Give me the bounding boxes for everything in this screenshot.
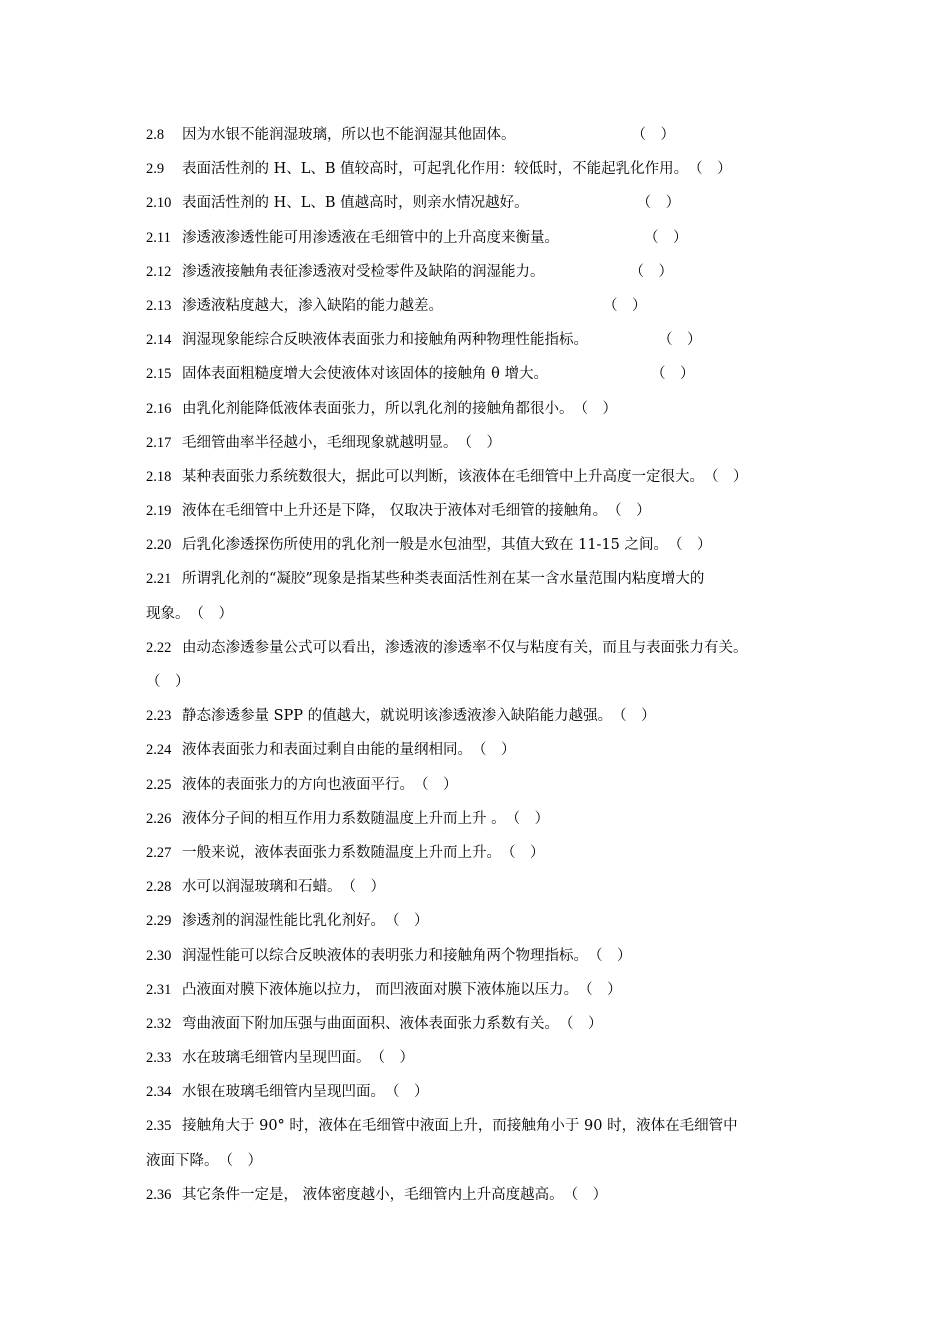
question-number: 2.23	[146, 708, 172, 725]
question-number: 2.22	[146, 639, 172, 656]
question-number: 2.18	[146, 468, 172, 485]
question-text: 某种表面张力系统数很大，据此可以判断，该液体在毛细管中上升高度一定很大。	[182, 468, 704, 485]
question-text: 静态渗透参量 SPP 的值越大，就说明该渗透液渗入缺陷能力越强。	[182, 708, 613, 725]
question-line	[146, 329, 836, 363]
question-line	[146, 1115, 836, 1149]
question-line	[146, 876, 836, 910]
answer-bracket[interactable]: （ ）	[385, 1084, 429, 1101]
question-text: 液体分子间的相互作用力系数随温度上升而上升 。	[182, 810, 506, 827]
question-text: 润湿性能可以综合反映液体的表明张力和接触角两个物理指标。	[182, 947, 588, 964]
question-text: 渗透液粘度越大，渗入缺陷的能力越差。	[182, 297, 443, 314]
question-line	[146, 192, 836, 226]
question-line	[146, 808, 836, 842]
question-text: 接触角大于 90° 时，液体在毛细管中液面上升，而接触角小于 90 时，液体在毛细管中	[182, 1118, 738, 1135]
question-line	[146, 910, 836, 944]
question-line	[146, 432, 836, 466]
question-line	[146, 1081, 836, 1115]
question-number: 2.20	[146, 537, 172, 554]
answer-bracket[interactable]: （ ）	[573, 400, 617, 417]
question-number: 2.25	[146, 776, 172, 793]
question-number: 2.9	[146, 161, 165, 178]
answer-bracket[interactable]: （ ）	[457, 434, 501, 451]
answer-bracket[interactable]: （ ）	[588, 947, 632, 964]
question-line	[146, 671, 836, 705]
question-text: 表面活性剂的 H、L、B 值越高时，则亲水情况越好。	[182, 195, 529, 212]
question-number: 2.21	[146, 571, 172, 588]
question-text: 液面下降。	[146, 1152, 219, 1169]
question-text: 现象。	[146, 605, 190, 622]
question-line	[146, 979, 836, 1013]
question-number: 2.15	[146, 366, 172, 383]
answer-bracket[interactable]: （ ）	[631, 127, 675, 143]
question-number: 2.28	[146, 879, 172, 896]
question-line	[146, 637, 836, 671]
question-line	[146, 1150, 836, 1184]
answer-bracket[interactable]: （ ）	[704, 468, 748, 485]
question-number: 2.11	[146, 229, 171, 246]
question-line	[146, 363, 836, 397]
question-line	[146, 945, 836, 979]
question-line	[146, 568, 836, 602]
answer-bracket[interactable]: （ ）	[472, 742, 516, 759]
question-line	[146, 227, 836, 261]
answer-bracket[interactable]: （ ）	[505, 810, 550, 827]
question-text: 表面活性剂的 H、L、B 值较高时，可起乳化作用：较低时，不能起乳化作用。	[182, 161, 689, 178]
question-text: 液体的表面张力的方向也液面平行。	[182, 776, 414, 793]
question-text: 水在玻璃毛细管内呈现凹面。	[182, 1050, 371, 1067]
question-number: 2.14	[146, 332, 172, 349]
question-number: 2.16	[146, 400, 172, 417]
answer-bracket[interactable]: （ ）	[414, 776, 458, 793]
question-number: 2.32	[146, 1015, 172, 1032]
question-text: 固体表面粗糙度增大会使液体对该固体的接触角 θ 增大。	[182, 366, 548, 383]
question-line	[146, 842, 836, 876]
question-number: 2.30	[146, 947, 172, 964]
answer-bracket[interactable]: （ ）	[603, 297, 647, 314]
question-text: 渗透液渗透性能可用渗透液在毛细管中的上升高度来衡量。	[182, 229, 559, 246]
answer-bracket[interactable]: （ ）	[341, 879, 385, 896]
answer-bracket[interactable]: （ ）	[644, 229, 688, 246]
question-text: 由动态渗透参量公式可以看出，渗透液的渗透率不仅与粘度有关，而且与表面张力有关。	[182, 639, 748, 656]
question-number: 2.24	[146, 742, 172, 759]
question-text: 后乳化渗透探伤所使用的乳化剂一般是水包油型，其值大致在 11-15 之间。	[182, 537, 669, 554]
answer-bracket[interactable]: （ ）	[218, 1152, 262, 1169]
question-number: 2.12	[146, 263, 172, 280]
answer-bracket[interactable]: （ ）	[658, 332, 702, 349]
question-line	[146, 774, 836, 808]
question-line	[146, 466, 836, 500]
question-number: 2.31	[146, 981, 172, 998]
answer-bracket[interactable]: （ ）	[668, 537, 712, 554]
question-number: 2.35	[146, 1118, 172, 1135]
question-text: 液体表面张力和表面过剩自由能的量纲相同。	[182, 742, 472, 759]
question-line	[146, 158, 836, 192]
question-text: 其它条件一定是， 液体密度越小，毛细管内上升高度越高。	[182, 1186, 564, 1203]
question-number: 2.8	[146, 127, 165, 143]
answer-bracket[interactable]: （ ）	[688, 161, 732, 178]
question-text: 渗透液接触角表征渗透液对受检零件及缺陷的润湿能力。	[182, 263, 545, 280]
question-text: 弯曲液面下附加压强与曲面面积、液体表面张力系数有关。	[182, 1015, 559, 1032]
question-text: 毛细管曲率半径越小，毛细现象就越明显。	[182, 434, 458, 451]
question-number: 2.13	[146, 297, 172, 314]
question-line	[146, 261, 836, 295]
question-text: 液体在毛细管中上升还是下降， 仅取决于液体对毛细管的接触角。	[182, 503, 608, 520]
answer-bracket[interactable]: （ ）	[146, 674, 190, 690]
question-line	[146, 1047, 836, 1081]
question-number: 2.27	[146, 844, 172, 861]
question-number: 2.29	[146, 913, 172, 930]
question-number: 2.33	[146, 1050, 172, 1067]
question-text: 由乳化剂能降低液体表面张力，所以乳化剂的接触角都很小。	[182, 400, 574, 417]
answer-bracket[interactable]: （ ）	[189, 605, 233, 622]
question-line	[146, 1184, 836, 1218]
question-line	[146, 739, 836, 773]
question-text: 水可以润湿玻璃和石蜡。	[182, 879, 342, 896]
question-line	[146, 705, 836, 739]
question-line	[146, 534, 836, 568]
question-text: 润湿现象能综合反映液体表面张力和接触角两种物理性能指标。	[182, 332, 588, 349]
question-line	[146, 603, 836, 637]
question-text: 凸液面对膜下液体施以拉力， 而凹液面对膜下液体施以压力。	[182, 981, 579, 998]
answer-bracket[interactable]: （ ）	[612, 708, 656, 725]
answer-bracket[interactable]: （ ）	[578, 981, 622, 998]
question-number: 2.10	[146, 195, 172, 212]
answer-bracket[interactable]: （ ）	[629, 263, 673, 280]
question-number: 2.17	[146, 434, 172, 451]
answer-bracket[interactable]: （ ）	[636, 195, 681, 212]
question-line	[146, 295, 836, 329]
answer-bracket[interactable]: （ ）	[559, 1015, 603, 1032]
question-line	[146, 124, 836, 158]
answer-bracket[interactable]: （ ）	[385, 913, 429, 930]
question-list	[146, 124, 836, 1218]
question-text: 水银在玻璃毛细管内呈现凹面。	[182, 1084, 385, 1101]
question-line	[146, 398, 836, 432]
question-line	[146, 1013, 836, 1047]
question-line	[146, 500, 836, 534]
question-number: 2.36	[146, 1186, 172, 1203]
question-text: 所谓乳化剂的“凝胶”现象是指某些种类表面活性剂在某一含水量范围内粘度增大的	[182, 571, 705, 588]
answer-bracket[interactable]: （ ）	[501, 844, 545, 861]
question-text: 因为水银不能润湿玻璃，所以也不能润湿其他固体。	[182, 127, 516, 143]
question-text: 渗透剂的润湿性能比乳化剂好。	[182, 913, 385, 930]
answer-bracket[interactable]: （ ）	[607, 503, 651, 520]
question-text: 一般来说，液体表面张力系数随温度上升而上升。	[182, 844, 501, 861]
question-number: 2.34	[146, 1084, 172, 1101]
answer-bracket[interactable]: （ ）	[370, 1050, 414, 1067]
answer-bracket[interactable]: （ ）	[650, 366, 695, 383]
question-number: 2.26	[146, 810, 172, 827]
question-number: 2.19	[146, 503, 172, 520]
answer-bracket[interactable]: （ ）	[563, 1186, 608, 1203]
